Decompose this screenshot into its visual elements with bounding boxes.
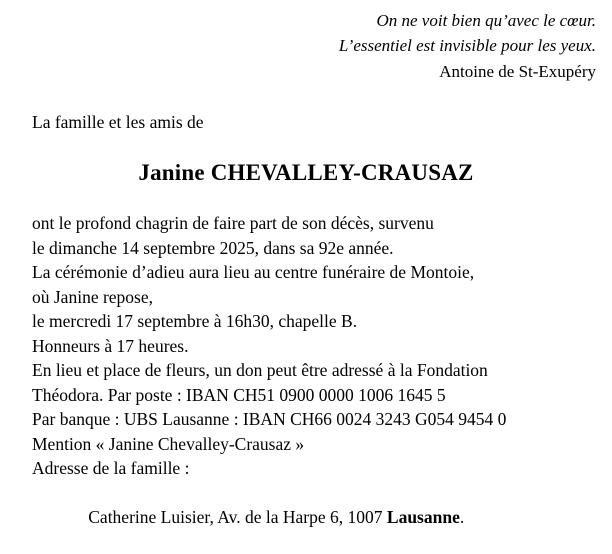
epigraph-attribution: Antoine de St-Exupéry [0, 58, 596, 84]
announcement-line: Théodora. Par poste : IBAN CH51 0900 0000 1006 1645 5 [32, 383, 612, 408]
intro-text: La famille et les amis de [0, 84, 612, 134]
announcement-line: le dimanche 14 septembre 2025, dans sa 92e année. [32, 236, 612, 261]
announcement-line: Adresse de la famille : [32, 456, 612, 481]
deceased-name: Janine CHEVALLEY-CRAUSAZ [0, 134, 612, 186]
epigraph-line-2: L’essentiel est invisible pour les yeux. [0, 33, 596, 58]
announcement-line: Mention « Janine Chevalley-Crausaz » [32, 432, 612, 457]
announcement-line: En lieu et place de fleurs, un don peut être adressé à la Fondation [32, 358, 612, 383]
epigraph-line-1: On ne voit bien qu’avec le cœur. [0, 8, 596, 33]
family-address-city: Lausanne [387, 507, 460, 527]
epigraph-block [0, 0, 612, 84]
announcement-line: ont le profond chagrin de faire part de son décès, survenu [32, 211, 612, 236]
family-address-prefix: Catherine Luisier, Av. de la Harpe 6, 1007 [88, 507, 387, 527]
announcement-line: Par banque : UBS Lausanne : IBAN CH66 0024 3243 G054 9454 0 [32, 407, 612, 432]
announcement-line: Honneurs à 17 heures. [32, 334, 612, 359]
announcement-body [0, 186, 612, 554]
announcement-line: où Janine repose, [32, 285, 612, 310]
family-address-suffix: . [460, 507, 464, 527]
announcement-line: le mercredi 17 septembre à 16h30, chapelle B. [32, 309, 612, 334]
announcement-line: La cérémonie d’adieu aura lieu au centre funéraire de Montoie, [32, 260, 612, 285]
family-address-line [32, 481, 612, 554]
